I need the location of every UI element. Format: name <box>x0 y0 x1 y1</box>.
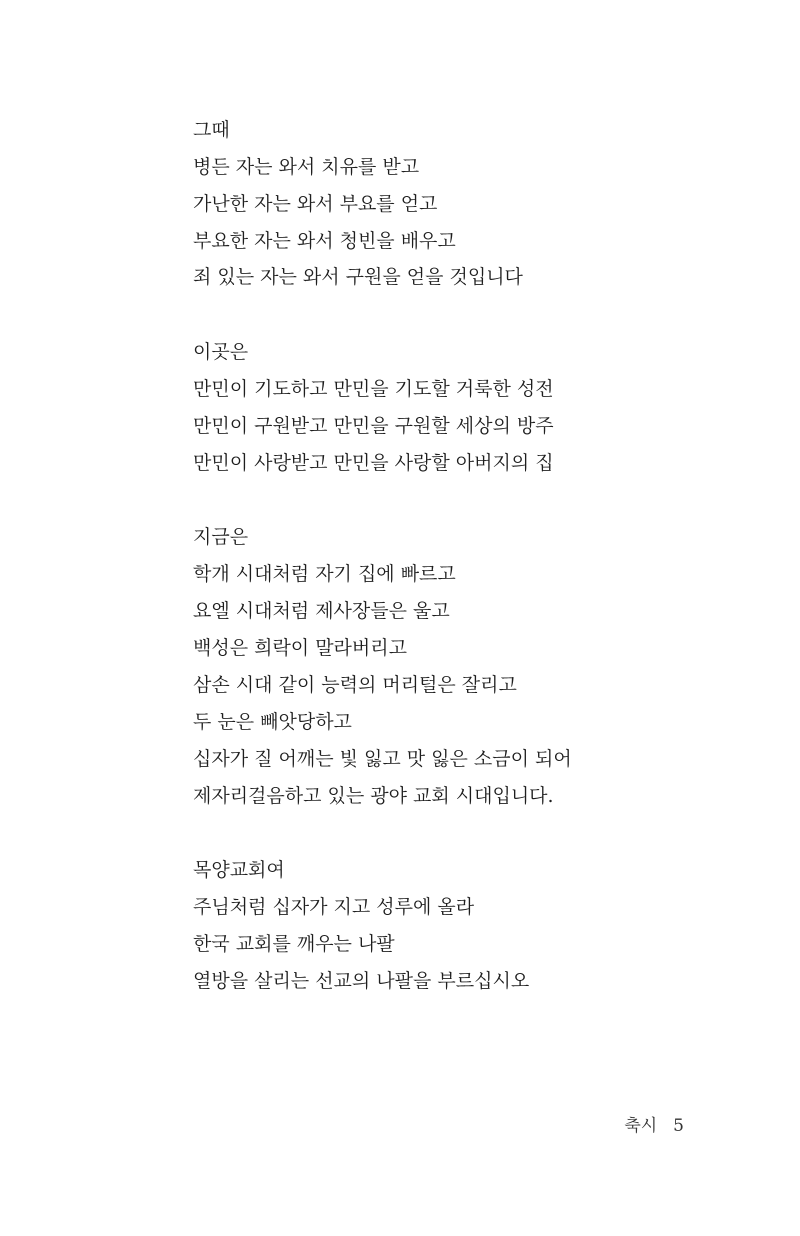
poem-line: 만민이 기도하고 만민을 기도할 거룩한 성전 <box>193 378 554 400</box>
poem-line: 그때 <box>193 119 230 141</box>
poem-line: 죄 있는 자는 와서 구원을 얻을 것입니다 <box>193 266 523 288</box>
poem-line: 목양교회여 <box>193 859 285 881</box>
poem-line: 백성은 희락이 말라버리고 <box>193 637 407 659</box>
poem-line: 삼손 시대 같이 능력의 머리털은 잘리고 <box>193 674 517 696</box>
poem-line: 요엘 시대처럼 제사장들은 울고 <box>193 600 450 622</box>
poem-line: 가난한 자는 와서 부요를 얻고 <box>193 193 438 215</box>
poem-line: 두 눈은 빼앗당하고 <box>193 711 352 733</box>
poem-line: 열방을 살리는 선교의 나팔을 부르십시오 <box>193 970 530 992</box>
poem-line: 학개 시대처럼 자기 집에 빠르고 <box>193 563 456 585</box>
poem-line: 주님처럼 십자가 지고 성루에 올라 <box>193 896 475 918</box>
section-title: 축시 <box>624 1116 658 1136</box>
poem-line: 이곳은 <box>193 341 249 363</box>
poem-line: 병든 자는 와서 치유를 받고 <box>193 156 420 178</box>
poem-line: 제자리걸음하고 있는 광야 교회 시대입니다. <box>193 785 554 807</box>
page-number: 5 <box>673 1116 684 1136</box>
poem-line: 십자가 질 어깨는 빛 잃고 맛 잃은 소금이 되어 <box>193 748 572 770</box>
poem-line: 한국 교회를 깨우는 나팔 <box>193 933 395 955</box>
page-footer <box>600 1115 684 1137</box>
poem-line: 지금은 <box>193 526 249 548</box>
poem-line: 만민이 사랑받고 만민을 사랑할 아버지의 집 <box>193 452 554 474</box>
poem-line: 부요한 자는 와서 청빈을 배우고 <box>193 230 456 252</box>
poem-line: 만민이 구원받고 만민을 구원할 세상의 방주 <box>193 415 554 437</box>
